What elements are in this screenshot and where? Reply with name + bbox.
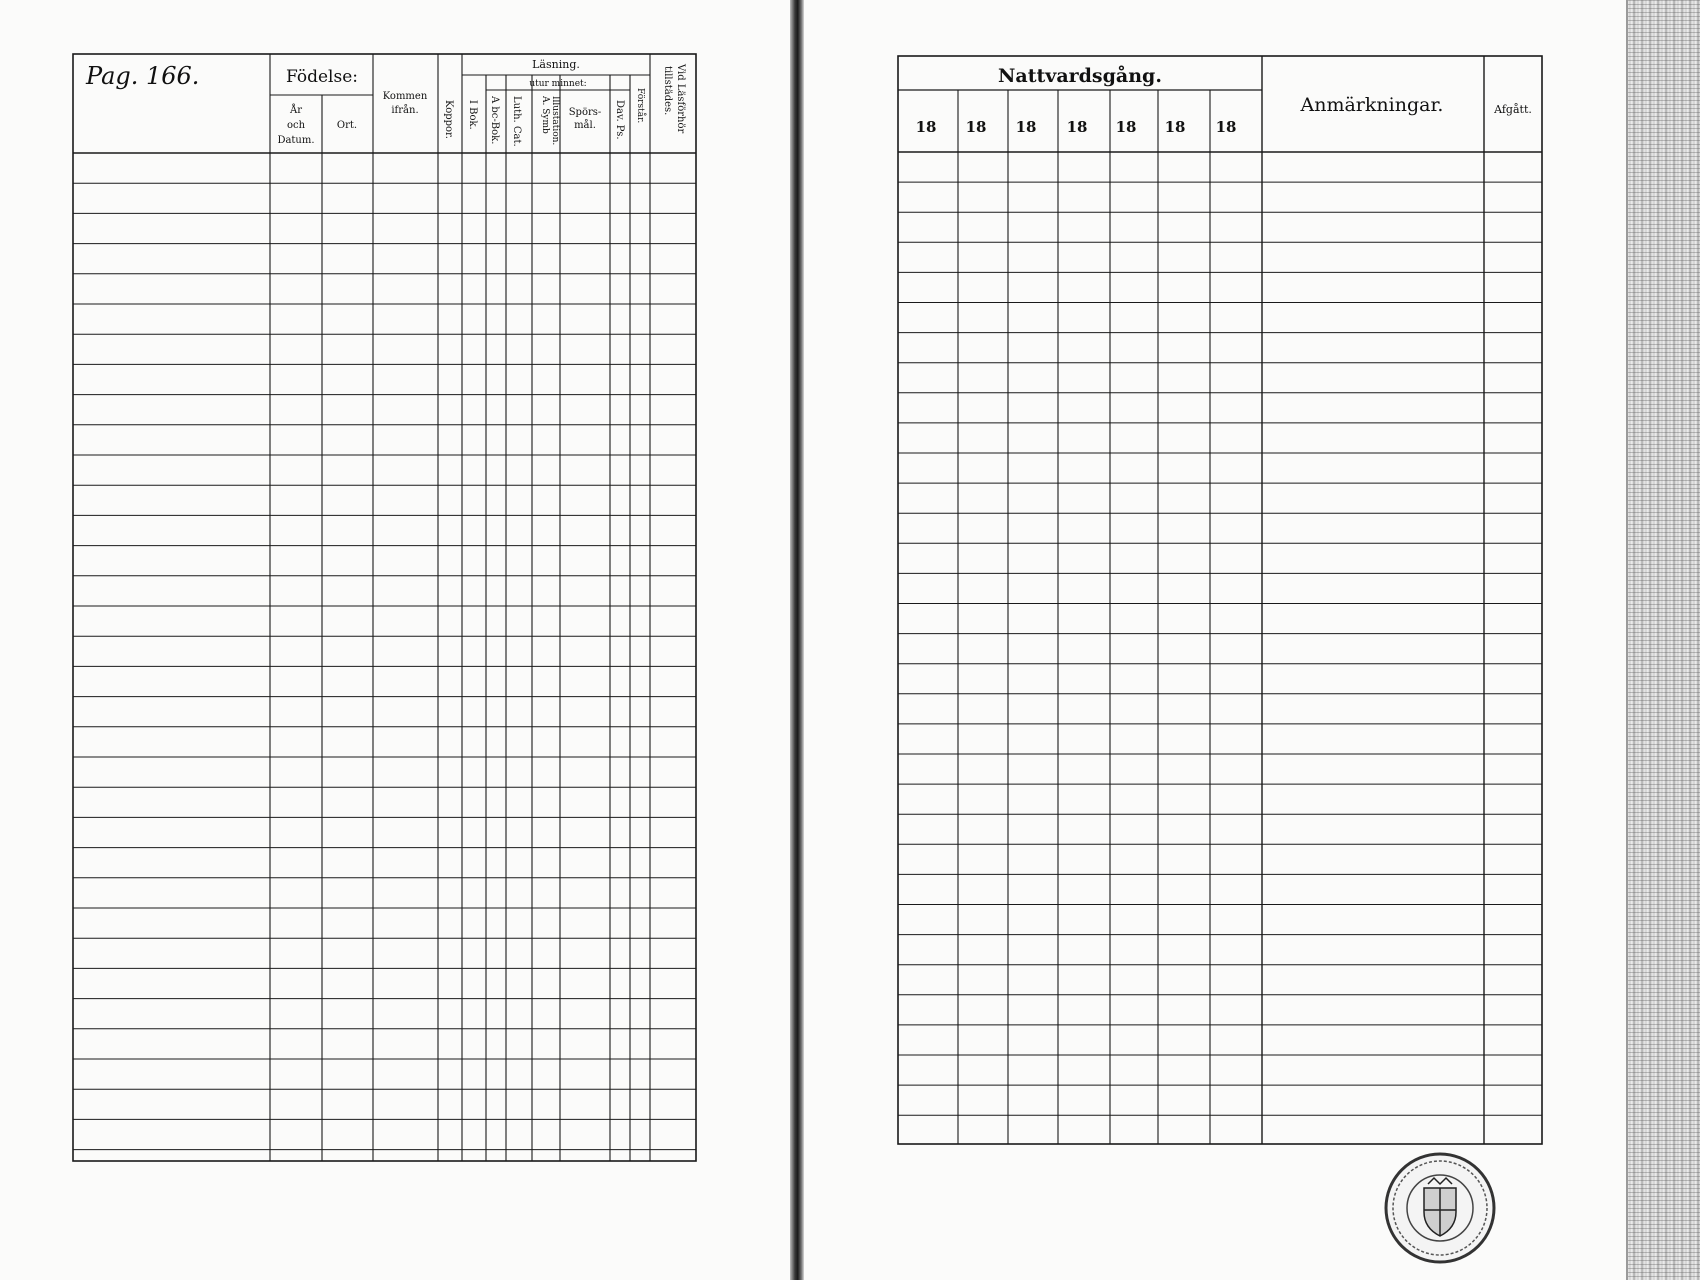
header-afgatt: Afgått. <box>1494 103 1532 116</box>
left-column-lines <box>270 54 650 1161</box>
header-koppor: Koppor. <box>443 100 454 139</box>
left-row-lines <box>73 183 696 1149</box>
archive-seal-stamp <box>1386 1154 1494 1262</box>
header-utur-minnet: utur minnet: <box>529 79 587 89</box>
year-prefix-1: 18 <box>915 118 937 136</box>
year-prefix-4: 18 <box>1066 118 1088 136</box>
header-symb-line2: Illustation. <box>550 96 560 146</box>
right-page-register <box>898 56 1542 1144</box>
header-ort: Ort. <box>336 120 358 131</box>
header-luth-cat: Luth. Cat. <box>511 96 522 147</box>
right-row-lines <box>898 182 1542 1115</box>
left-page-register <box>73 54 696 1161</box>
header-vid-line1: Vid Läsförhör <box>675 64 686 134</box>
header-ar-line3: Datum. <box>277 135 315 146</box>
right-table-frame <box>898 56 1542 1144</box>
right-column-lines <box>958 56 1484 1144</box>
header-anmarkningar: Anmärkningar. <box>1300 94 1444 116</box>
header-nattvardsgang: Nattvardsgång. <box>998 65 1162 87</box>
header-fodelse: Födelse: <box>286 67 358 87</box>
year-prefix-2: 18 <box>965 118 987 136</box>
year-prefix-6: 18 <box>1164 118 1186 136</box>
left-table-frame <box>73 54 696 1161</box>
header-ar-line2: och <box>286 120 306 131</box>
header-dav-ps: Dav. Ps. <box>614 100 625 140</box>
header-lasning: Läsning. <box>532 58 580 71</box>
header-i-bok: I Bok. <box>467 100 478 130</box>
header-abc-bok: A bc-Bok. <box>489 96 500 145</box>
header-ar-line1: År <box>289 105 303 116</box>
header-sporsmal-line1: Spörs- <box>568 107 602 118</box>
header-kommen-line2: ifrån. <box>391 105 419 116</box>
year-prefix-5: 18 <box>1115 118 1137 136</box>
header-forstar: Förstår. <box>635 88 645 124</box>
page-number: Pag. 166. <box>86 62 200 90</box>
header-vid-line2: tillstädes. <box>662 66 673 116</box>
header-sporsmal-line2: mål. <box>574 120 596 131</box>
header-symb-line1: A. Symb <box>540 96 550 134</box>
year-prefix-7: 18 <box>1215 118 1237 136</box>
header-kommen-line1: Kommen <box>382 91 428 102</box>
year-prefix-3: 18 <box>1015 118 1037 136</box>
